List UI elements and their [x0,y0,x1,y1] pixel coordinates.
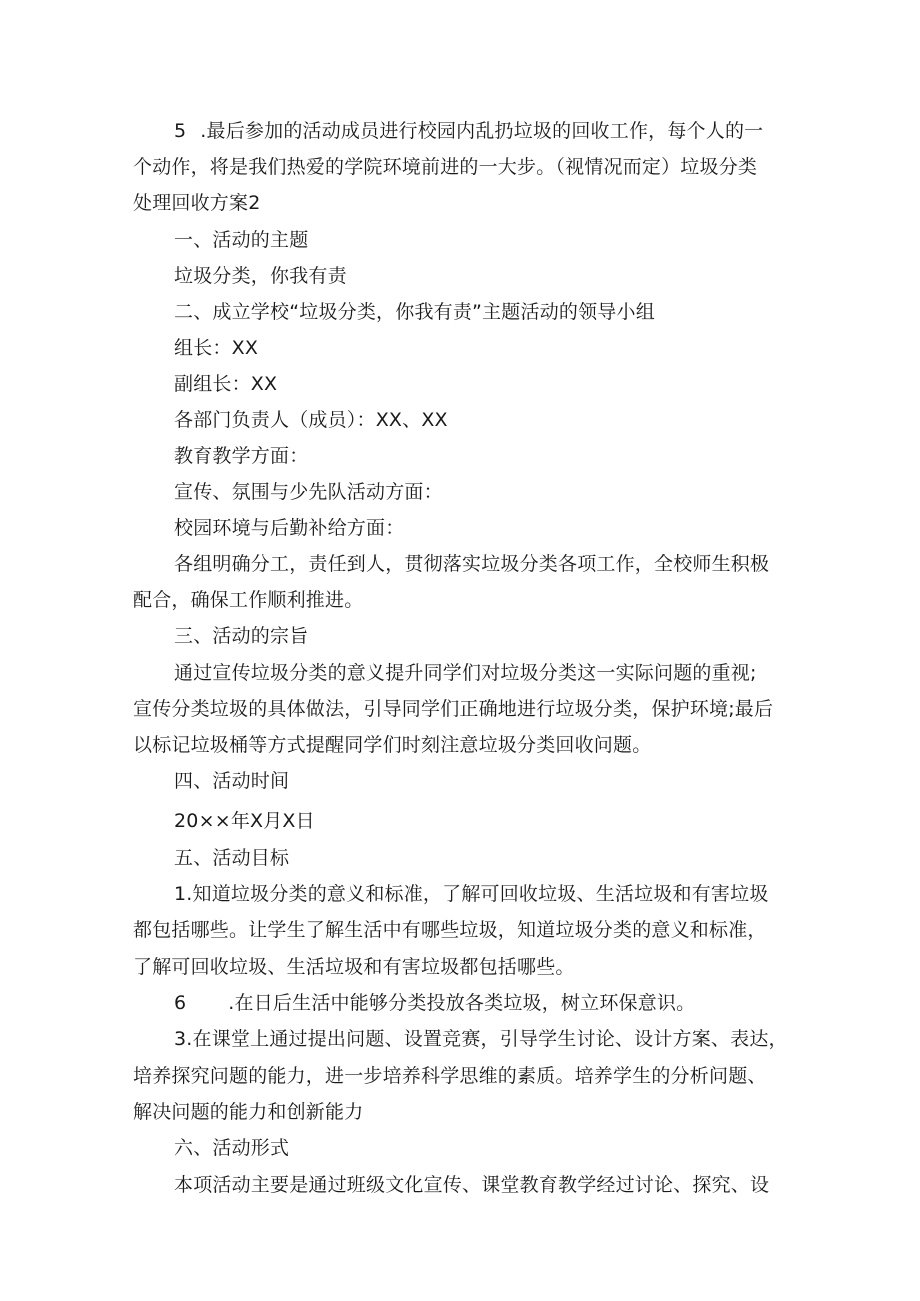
section-heading: 四、活动时间 [174,770,290,792]
paragraph-line: 校园环境与后勤补给方面： [174,517,405,539]
paragraph-line: 组长：XX [174,337,259,359]
paragraph-line: 宣传分类垃圾的具体做法，引导同学们正确地进行垃圾分类，保护环境;最后 [133,698,774,720]
paragraph-line: 各部门负责人（成员）：XX、XX [174,409,448,431]
section-heading: 二、成立学校“垃圾分类，你我有责”主题活动的领导小组 [174,301,655,323]
paragraph-line: 教育教学方面： [174,445,309,467]
paragraph-line: 都包括哪些。让学生了解生活中有哪些垃圾，知道垃圾分类的意义和标准， [133,919,767,941]
paragraph-line: 1.知道垃圾分类的意义和标准，了解可回收垃圾、生活垃圾和有害垃圾 [174,883,769,905]
paragraph-line: 了解可回收垃圾、生活垃圾和有害垃圾都包括哪些。 [133,956,575,978]
paragraph-line [174,990,695,1016]
paragraph-line: 20××年X月X日 [174,810,315,832]
paragraph-line: 培养探究问题的能力，进一步培养科学思维的素质。培养学生的分析问题、 [133,1065,767,1087]
section-heading: 一、活动的主题 [174,229,309,251]
section-heading: 五、活动目标 [174,847,290,869]
paragraph-line: 垃圾分类，你我有责 [174,265,347,287]
section-heading: 六、活动形式 [174,1137,290,1159]
paragraph-line: 3.在课堂上通过提出问题、设置竞赛，引导学生讨论、设计方案、表达， [174,1028,788,1050]
paragraph-line: 本项活动主要是通过班级文化宣传、课堂教育教学经过讨论、探究、设 [174,1174,770,1196]
paragraph-line: 副组长：XX [174,373,278,395]
paragraph-line: 通过宣传垃圾分类的意义提升同学们对垃圾分类这一实际问题的重视; [174,662,757,684]
paragraph-line: 以标记垃圾桶等方式提醒同学们时刻注意垃圾分类回收问题。 [133,734,652,756]
section-heading: 三、活动的宗旨 [174,625,309,647]
paragraph-line: 宣传、氛围与少先队活动方面： [174,481,443,503]
paragraph-line [174,118,763,144]
paragraph-text: .在日后生活中能够分类投放各类垃圾，树立环保意识。 [228,992,696,1014]
paragraph-text: .最后参加的活动成员进行校园内乱扔垃圾的回收工作，每个人的一 [200,120,764,142]
paragraph-line: 个动作，将是我们热爱的学院环境前进的一大步。（视情况而定）垃圾分类 [133,156,758,178]
paragraph-line: 解决问题的能力和创新能力 [133,1101,364,1123]
paragraph-line: 处理回收方案2 [133,192,261,214]
paragraph-line: 各组明确分工，责任到人，贯彻落实垃圾分类各项工作，全校师生积极 [174,553,770,575]
list-number: 6 [174,992,187,1014]
paragraph-line: 配合，确保工作顺利推进。 [133,589,364,611]
list-number: 5 [174,120,187,142]
